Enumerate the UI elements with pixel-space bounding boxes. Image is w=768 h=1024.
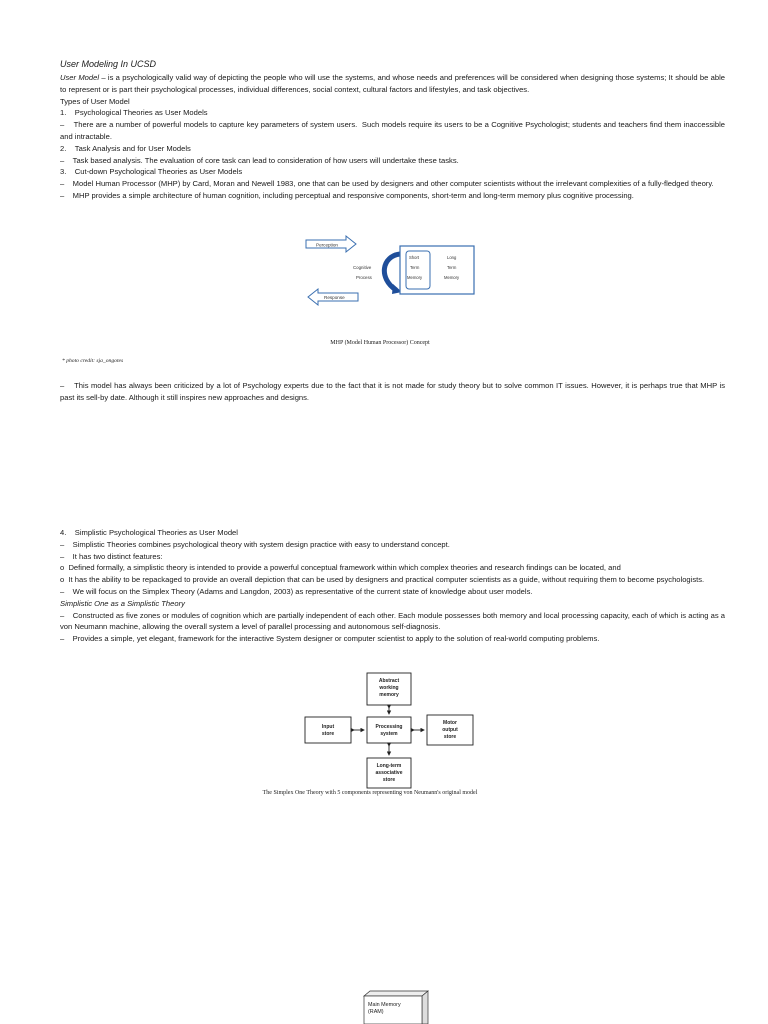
document-body-3 (60, 527, 725, 645)
simplex-diagram (300, 670, 480, 792)
main-memory-label-2: (RAM) (368, 1009, 384, 1015)
long-term-label-2: Term (447, 265, 457, 270)
processing-system-box (367, 717, 411, 743)
list-item-1: 1. Psychological Theories as User Models (60, 108, 208, 118)
list-item-1-bullet: – There are a number of powerful models to capture key parameters of system users. Such models require its users to be a Cognitive Psychologist; students and teachers find them inaccessible and intractable. (60, 120, 725, 141)
criticism-paragraph: – This model has always been criticized by a lot of Psychology experts due to the fact that it is not made for study theory but to solve common IT issues. However, it is perhaps true that MHP is past its sell-by date. Although it still inspires new approaches and designs. (60, 381, 725, 402)
sub-bullet-2: o It has the ability to be repackaged to provide an overall depiction that can be used by designers and practical computer scientists as a guide, without requiring them to become psychologists. (60, 575, 705, 585)
list-item-3: 3. Cut-down Psychological Theories as User Models (60, 167, 243, 177)
types-heading: Types of User Model (60, 96, 130, 106)
intro-text: – is a psychologically valid way of depicting the people who will use the systems, and whose needs and preferences will be considered when designing those systems; It should be able to represent or is part their psychological processes, individual differences, social context, cultural factors and lifestyles, and task objectives. (60, 73, 725, 94)
bottom-label-2: associative (375, 770, 403, 776)
list-item-2: 2. Task Analysis and for User Models (60, 143, 191, 153)
simplex-bullet-2: – Provides a simple, yet elegant, framework for the interactive System designer or computer scientist to apply to the solution of real-world computing problems. (60, 634, 600, 644)
list-item-4-bullet-2: – It has two distinct features: (60, 551, 163, 561)
intro-term: User Model (60, 73, 100, 82)
right-label-1: Motor (443, 720, 457, 726)
figure-1-caption: MHP (Model Human Processor) Concept (330, 340, 430, 346)
perception-label: Perception (316, 242, 338, 248)
cognitive-loop-arrow (384, 254, 400, 290)
document-title: User Modeling In UCSD (60, 59, 157, 69)
list-item-2-bullet: – Task based analysis. The evaluation of core task can lead to consideration of how users will undertake these tasks. (60, 155, 459, 165)
document-body (60, 58, 725, 202)
list-item-3-bullet-1: – Model Human Processor (MHP) by Card, Moran and Newell 1983, one that can be used by designers and other computer scientists without the irrelevant complexities of a fully-fledged theory. (60, 179, 714, 189)
top-label-2: working (379, 685, 399, 691)
intro-paragraph (60, 72, 725, 96)
bottom-label-1: Long-term (376, 763, 402, 769)
top-label-3: memory (379, 692, 399, 698)
cognitive-label-2: Process (356, 275, 372, 280)
top-label-1: Abstract (378, 678, 400, 684)
photo-credit: * photo credit: sja_ongotes (62, 358, 124, 364)
list-item-4: 4. Simplistic Psychological Theories as User Model (60, 528, 238, 537)
response-label: Response (324, 295, 345, 300)
left-label-2: store (321, 731, 335, 737)
simplex-heading: Simplistic One as a Simplistic Theory (60, 598, 185, 608)
short-term-label-1: Short (409, 255, 420, 260)
right-label-3: store (443, 734, 457, 740)
right-label-2: output (442, 727, 458, 733)
long-term-label-1: Long (447, 255, 457, 260)
simplex-bullet-1: – Constructed as five zones or modules of cognition which are partially independent of each other. Each module possesses both memory and local processing capacity, each of which is acting as a von Neumann machine, allowing the overall system a level of parallel processing and autonomous self-diagnosis. (60, 610, 725, 632)
bottom-label-3: store (382, 777, 396, 783)
left-label-1: Input (321, 724, 335, 730)
document-body-2 (60, 380, 725, 404)
list-item-3-bullet-2: – MHP provides a simple architecture of human cognition, including perceptual and responsive components, short-term and long-term memory plus cognitive processing. (60, 190, 634, 200)
main-memory-figure (360, 990, 430, 1024)
center-label-2: system (380, 731, 398, 737)
short-term-label-3: Memory (407, 275, 423, 280)
long-term-label-3: Memory (444, 275, 460, 280)
main-memory-label-1: Main Memory (368, 1002, 401, 1008)
figure-2-caption: The Simplex One Theory with 5 components representing von Neumann's original model (262, 790, 478, 796)
cognitive-label-1: Cognitive (353, 265, 372, 270)
list-item-4-bullet-1: – Simplistic Theories combines psychological theory with system design practice with easy to understand concept. (60, 539, 450, 549)
input-store-box (305, 717, 351, 743)
sub-bullet-1: o Defined formally, a simplistic theory is intended to provide a powerful conceptual framework within which complex theories and research findings can be located, and (60, 563, 621, 573)
short-term-label-2: Term (410, 265, 420, 270)
mhp-diagram (300, 232, 480, 307)
center-label-1: Processing (375, 724, 403, 730)
list-item-4-bullet-3: – We will focus on the Simplex Theory (Adams and Langdon, 2003) as representative of the current state of knowledge about user models. (60, 586, 533, 596)
